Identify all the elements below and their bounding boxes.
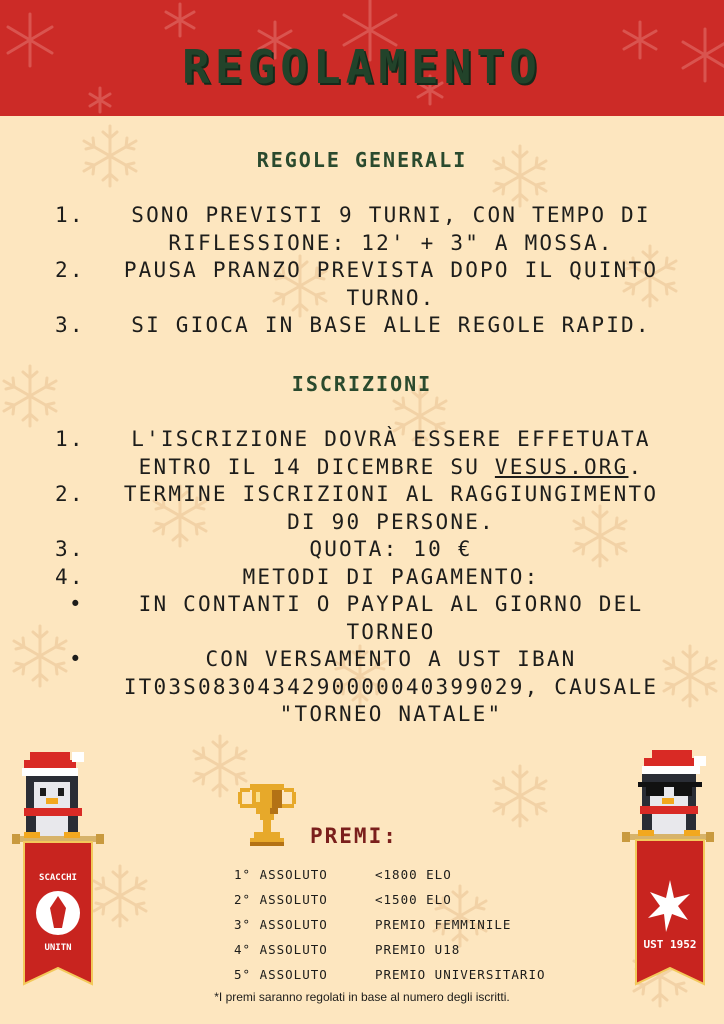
list-item	[55, 312, 675, 340]
trophy-icon	[236, 780, 298, 850]
prizes-title: PREMI:	[310, 824, 398, 848]
header-banner	[0, 0, 724, 116]
list-number: 1.	[55, 203, 85, 227]
vesus-link[interactable]: VESUS.ORG	[494, 454, 629, 479]
left-banner-text: SCACCHI	[39, 873, 77, 883]
table-row: 1° ASSOLUTO <1800 ELO	[234, 867, 452, 882]
list-text: SONO PREVISTI 9 TURNI, CON TEMPO DI RIFLESSIONE: 12' + 3" A MOSSA.	[131, 203, 651, 255]
penguin-banner-right	[622, 748, 714, 998]
general-rules-title: REGOLE GENERALI	[256, 148, 468, 172]
list-item	[55, 591, 675, 646]
table-row: 3° ASSOLUTO PREMIO FEMMINILE	[234, 917, 512, 932]
bullet: •	[69, 592, 84, 616]
list-item	[55, 536, 675, 564]
registration-title: ISCRIZIONI	[291, 372, 433, 396]
list-number: 1.	[55, 427, 85, 451]
list-number: 2.	[55, 482, 85, 506]
list-number: 3.	[55, 313, 85, 337]
list-text: L'ISCRIZIONE DOVRÀ ESSERE EFFETUATA ENTRO IL 14 DICEMBRE SU VESUS.ORG.	[131, 427, 651, 479]
list-number: 4.	[55, 564, 85, 589]
prizes-table	[234, 862, 546, 987]
list-text: PAUSA PRANZO PREVISTA DOPO IL QUINTO TURNO.	[123, 258, 659, 310]
svg-text:UNITN: UNITN	[44, 943, 72, 953]
list-item	[55, 481, 675, 536]
list-item	[55, 646, 675, 729]
table-row: 5° ASSOLUTO PREMIO UNIVERSITARIO	[234, 967, 546, 982]
list-text: IN CONTANTI O PAYPAL AL GIORNO DEL TORNEO	[138, 592, 644, 644]
list-item	[55, 257, 675, 312]
page-title: REGOLAMENTO	[182, 40, 542, 94]
list-text: CON VERSAMENTO A UST IBAN IT03S0830434290000040399029, CAUSALE "TORNEO NATALE"	[123, 647, 659, 726]
penguin-banner-left	[12, 748, 104, 998]
list-text: TERMINE ISCRIZIONI AL RAGGIUNGIMENTO DI 90 PERSONE.	[123, 482, 659, 534]
list-text: METODI DI PAGAMENTO:	[242, 564, 540, 589]
registration-list	[55, 426, 675, 729]
table-row: 2° ASSOLUTO <1500 ELO	[234, 892, 452, 907]
list-text: QUOTA: 10 €	[309, 537, 473, 561]
prizes-note: *I premi saranno regolati in base al numero degli iscritti.	[214, 990, 510, 1004]
list-text: SI GIOCA IN BASE ALLE REGOLE RAPID.	[131, 313, 651, 337]
right-banner-text: UST 1952	[643, 938, 697, 951]
list-number: 3.	[55, 537, 85, 561]
list-item	[55, 426, 675, 481]
table-row: 4° ASSOLUTO PREMIO U18	[234, 942, 461, 957]
list-item	[55, 202, 675, 257]
bullet: •	[69, 647, 84, 671]
list-number: 2.	[55, 258, 85, 282]
general-rules-list	[55, 202, 675, 340]
list-item	[55, 564, 675, 592]
